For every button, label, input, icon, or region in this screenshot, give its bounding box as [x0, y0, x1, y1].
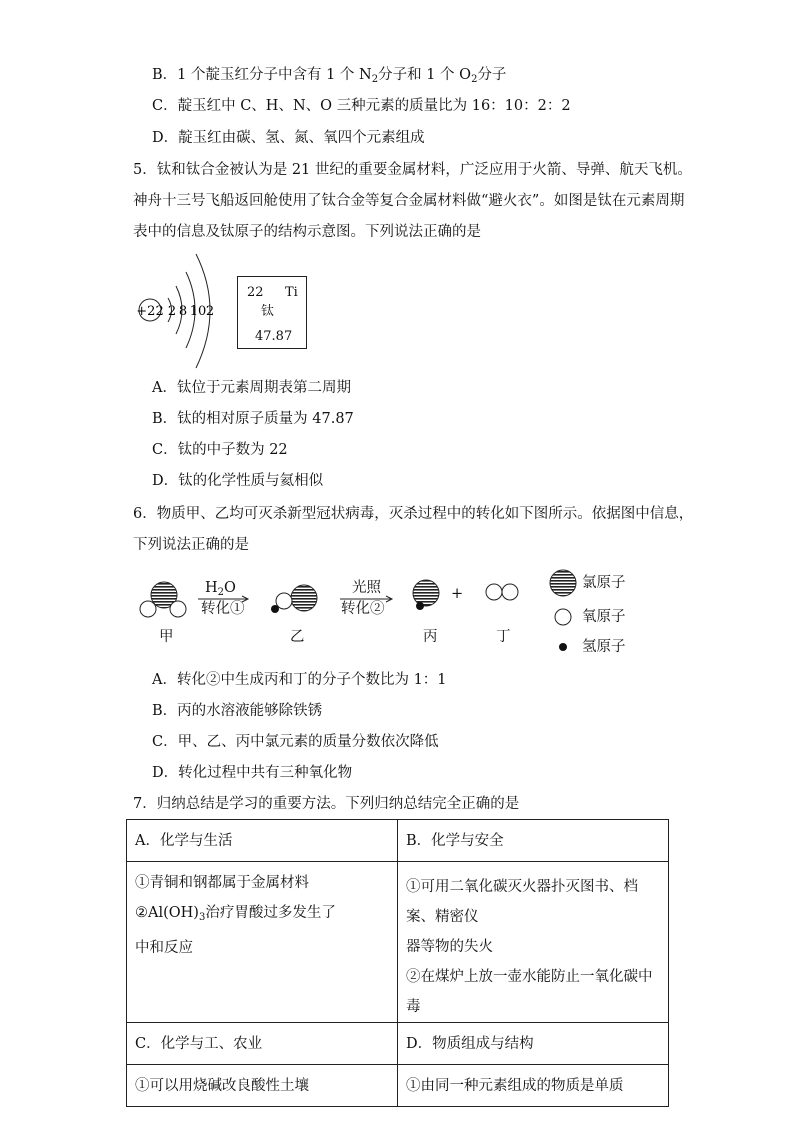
a-item-2: $②Al(OH)_3$治疗胃酸过多发生了 — [135, 905, 336, 923]
b-item-1-cont: 器等物的失火 — [406, 939, 493, 955]
q7-stem: 7．归纳总结是学习的重要方法。下列归纳总结完全正确的是 — [133, 796, 520, 812]
b-item-1: ①可用二氧化碳灭火器扑灭图书、档案、精密仪 — [406, 879, 638, 925]
condition-1: $H_2O$ — [205, 580, 236, 598]
summary-table — [126, 819, 669, 1107]
q5-option-a: A．钛位于元素周期表第二周期 — [152, 380, 351, 396]
molecule-bing — [413, 580, 439, 610]
legend-chlorine-symbol — [550, 570, 576, 596]
q6-option-c: C．甲、乙、丙中氯元素的质量分数依次降低 — [152, 734, 439, 750]
cell-c-title: C．化学与工、农业 — [127, 1023, 398, 1065]
q6-stem-line1: 6．物质甲、乙均可灭杀新型冠状病毒，灭杀过程中的转化如下图所示。依据图中信息， — [133, 506, 694, 522]
q6-option-a: A．转化②中生成丙和丁的分子个数比为 1：1 — [152, 672, 447, 688]
molecule-ding — [486, 584, 518, 600]
titanium-atom-structure — [130, 248, 225, 373]
table-row — [127, 1023, 669, 1065]
table-row — [127, 820, 669, 862]
legend-hydrogen: 氢原子 — [582, 639, 626, 655]
q5-option-b: B．钛的相对原子质量为 47.87 — [152, 411, 354, 427]
condition-2: 光照 — [352, 580, 381, 596]
cell-d-title: D．物质组成与结构 — [398, 1023, 669, 1065]
atomic-mass: 47.87 — [255, 329, 293, 344]
label-ding: 丁 — [496, 629, 511, 645]
step-2-label: 转化② — [341, 601, 385, 617]
shell-electrons-4: 2 — [205, 304, 215, 319]
plus-sign: + — [451, 586, 464, 602]
q4-option-d: D．靛玉红由碳、氢、氮、氧四个元素组成 — [152, 130, 425, 146]
legend-oxygen-symbol — [555, 609, 571, 625]
cell-b-title: B．化学与安全 — [398, 820, 669, 862]
q6-option-d: D．转化过程中共有三种氧化物 — [152, 765, 353, 781]
shell-electrons-2: 8 — [178, 304, 188, 319]
cell-b-content — [398, 862, 669, 1023]
q6-stem-line2: 下列说法正确的是 — [133, 537, 249, 553]
legend-oxygen: 氧原子 — [582, 609, 626, 625]
step-1-label: 转化① — [201, 601, 245, 617]
legend-chlorine: 氯原子 — [582, 575, 626, 591]
element-name: 钛 — [261, 304, 275, 319]
a-item-1: ①青铜和钢都属于金属材料 — [135, 875, 309, 891]
shell-electrons-3: 10 — [189, 304, 207, 319]
q6-option-b: B．丙的水溶液能够除铁锈 — [152, 703, 323, 719]
periodic-table-card — [237, 276, 307, 349]
q5-option-d: D．钛的化学性质与氦相似 — [152, 473, 324, 489]
cell-d-content: ①由同一种元素组成的物质是单质 — [398, 1065, 669, 1107]
cell-a-content — [127, 862, 398, 1023]
molecule-jia — [140, 582, 186, 617]
atomic-number: 22 — [247, 285, 264, 300]
table-row — [127, 1065, 669, 1107]
q5-stem-line3: 表中的信息及钛原子的结构示意图。下列说法正确的是 — [133, 224, 481, 240]
q4-option-c: C．靛玉红中 C、H、N、O 三种元素的质量比为 16：10：2：2 — [152, 98, 571, 114]
q5-option-c: C．钛的中子数为 22 — [152, 442, 288, 458]
legend-hydrogen-symbol — [559, 643, 567, 651]
cell-c-content: ①可以用烧碱改良酸性土壤 — [127, 1065, 398, 1107]
element-symbol: Ti — [285, 285, 298, 300]
a-item-2-cont: 中和反应 — [135, 940, 193, 956]
molecule-yi — [271, 585, 317, 613]
label-bing: 丙 — [423, 629, 438, 645]
label-jia: 甲 — [159, 629, 174, 645]
cell-a-title: A．化学与生活 — [127, 820, 398, 862]
nucleus-charge: +22 — [136, 304, 164, 319]
b-item-2: ②在煤炉上放一壶水能防止一氧化碳中毒 — [406, 969, 653, 1015]
label-yi: 乙 — [290, 629, 305, 645]
q5-stem-line1: 5．钛和钛合金被认为是 21 世纪的重要金属材料，广泛应用于火箭、导弹、航天飞机。 — [133, 162, 692, 178]
shell-electrons-1: 2 — [167, 304, 177, 319]
q4-option-b: B．1 个靛玉红分子中含有 1 个 $N_2$分子和 1 个 $O_2$分子 — [152, 67, 507, 85]
q5-stem-line2: 神舟十三号飞船返回舱使用了钛合金等复合金属材料做“避火衣”。如图是钛在元素周期 — [133, 193, 685, 209]
table-row — [127, 862, 669, 1023]
